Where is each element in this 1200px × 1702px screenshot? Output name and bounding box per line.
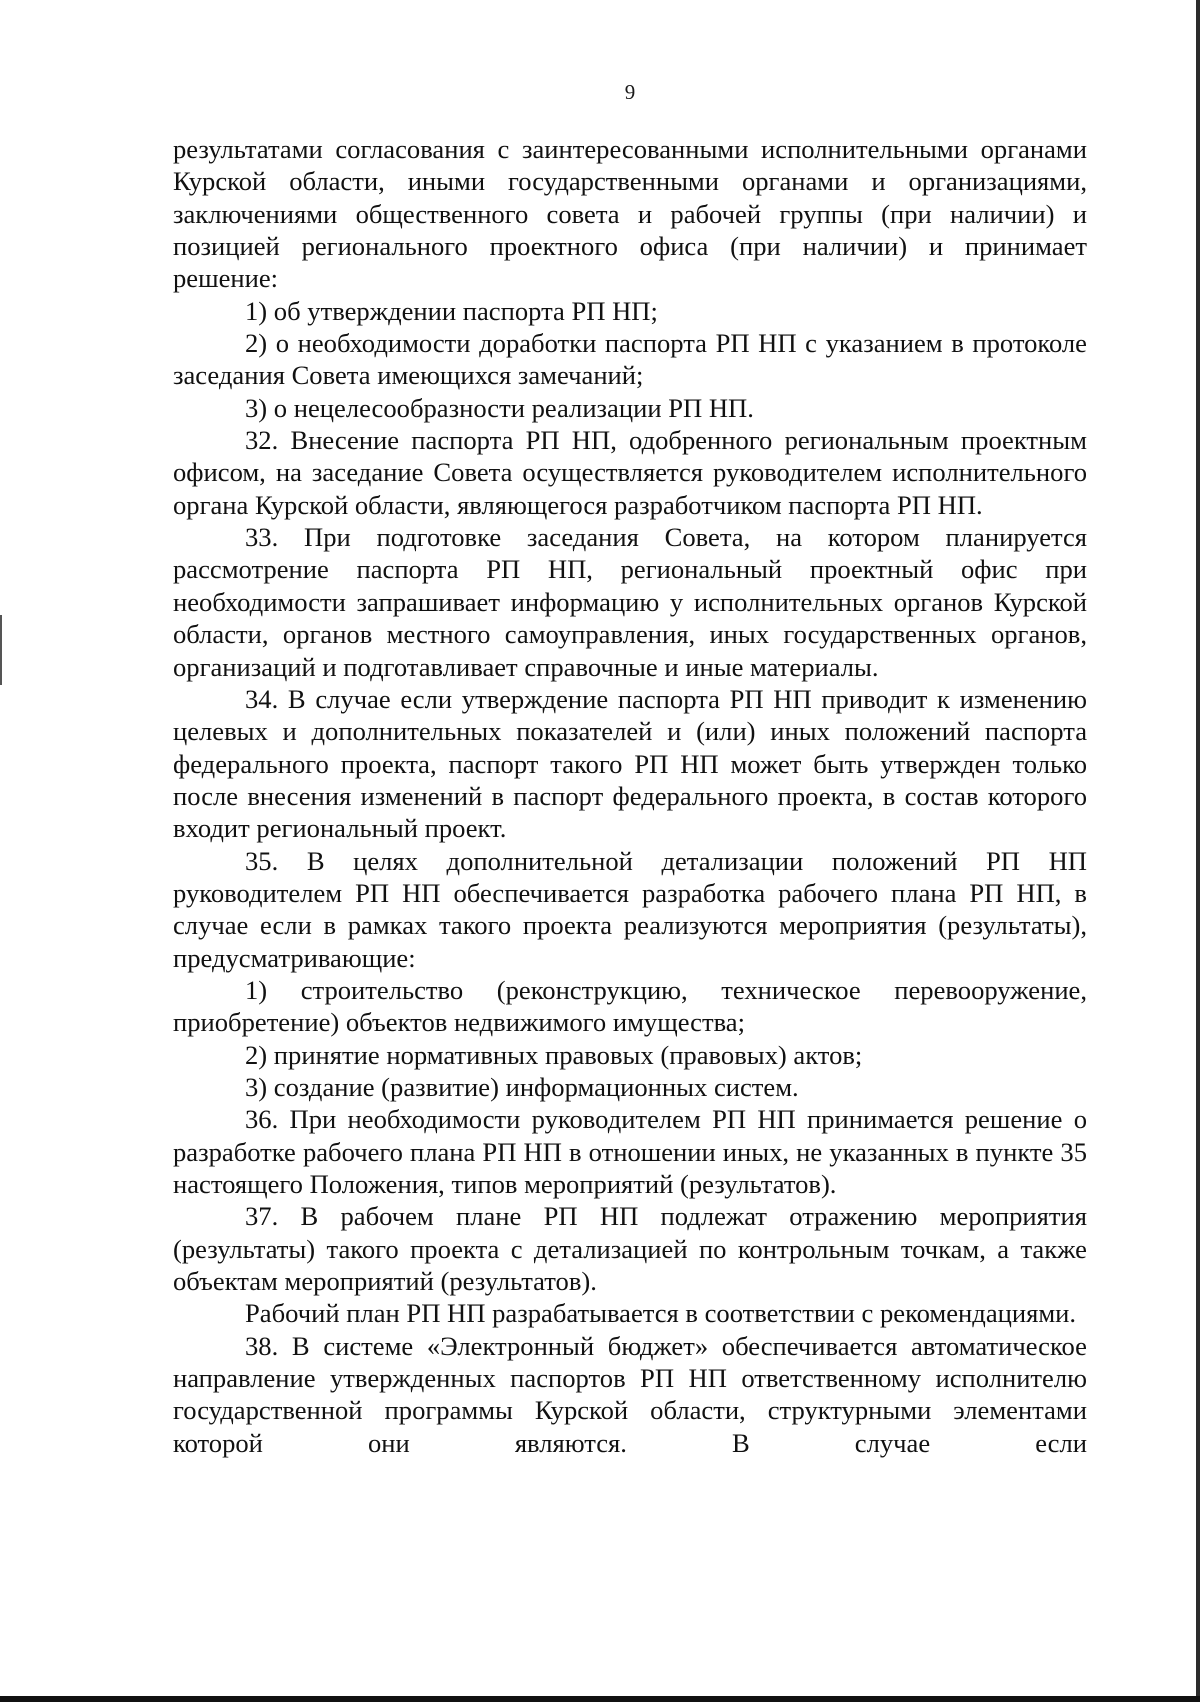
paragraph-decision-3: 3) о нецелесообразности реализации РП НП. (245, 392, 754, 423)
paragraph-decision-1: 1) об утверждении паспорта РП НП; (245, 295, 658, 326)
scan-bottom-edge (0, 1696, 1200, 1702)
paragraph-35: 35. В целях дополнительной детализации положений РП НП руководителем РП НП обеспечивается разработка рабочего плана РП НП, в случае если в рамках такого проекта реализуются мероприятия (результаты), предусматривающие: (173, 845, 1087, 973)
paragraph-37: 37. В рабочем плане РП НП подлежат отражению мероприятия (результаты) такого проекта с детализацией по контрольным точкам, а также объектам мероприятий (результатов). (173, 1201, 1087, 1297)
paragraph-35-item-2: 2) принятие нормативных правовых (правовых) актов; (245, 1039, 863, 1070)
paragraph-34: 34. В случае если утверждение паспорта РП НП приводит к изменению целевых и дополнительных показателей и (или) иных положений паспорта федерального проекта, паспорт такого РП НП может быть утвержден только после внесения изменений в паспорт федерального проекта, в состав которого входит региональный проект. (173, 683, 1087, 844)
paragraph-35-item-1: 1) строительство (реконструкцию, техническое перевооружение, приобретение) объектов недвижимого имущества; (173, 974, 1087, 1038)
scan-right-edge (1196, 0, 1200, 1702)
paragraph-continuation: результатами согласования с заинтересованными исполнительными органами Курской области, иными государственными органами и организациями, заключениями общественного совета и рабочей группы (при наличии) и позицией регионального проектного офиса (при наличии) и принимает решение: (173, 134, 1087, 294)
paragraph-decision-2: 2) о необходимости доработки паспорта РП НП с указанием в протоколе заседания Совета имеющихся замечаний; (173, 328, 1087, 391)
page-number: 9 (624, 80, 636, 104)
paragraph-36: 36. При необходимости руководителем РП НП принимается решение о разработке рабочего плана РП НП в отношении иных, не указанных в пункте 35 настоящего Положения, типов мероприятий (результатов). (173, 1104, 1087, 1199)
document-body (173, 133, 1087, 1459)
paragraph-35-item-3: 3) создание (развитие) информационных систем. (245, 1071, 799, 1102)
paragraph-38: 38. В системе «Электронный бюджет» обеспечивается автоматическое направление утвержденных паспортов РП НП ответственному исполнителю государственной программы Курской области, структурными элементами которой они являются. В случае если (173, 1330, 1087, 1458)
scan-edge-mark (0, 615, 2, 685)
paragraph-32: 32. Внесение паспорта РП НП, одобренного региональным проектным офисом, на заседание Совета осуществляется руководителем исполнительного органа Курской области, являющегося разработчиком паспорта РП НП. (173, 425, 1087, 520)
paragraph-33: 33. При подготовке заседания Совета, на котором планируется рассмотрение паспорта РП НП, региональный проектный офис при необходимости запрашивает информацию у исполнительных органов Курской области, органов местного самоуправления, иных государственных органов, организаций и подготавливает справочные и иные материалы. (173, 522, 1087, 682)
paragraph-work-plan: Рабочий план РП НП разрабатывается в соответствии с рекомендациями. (245, 1298, 1077, 1329)
